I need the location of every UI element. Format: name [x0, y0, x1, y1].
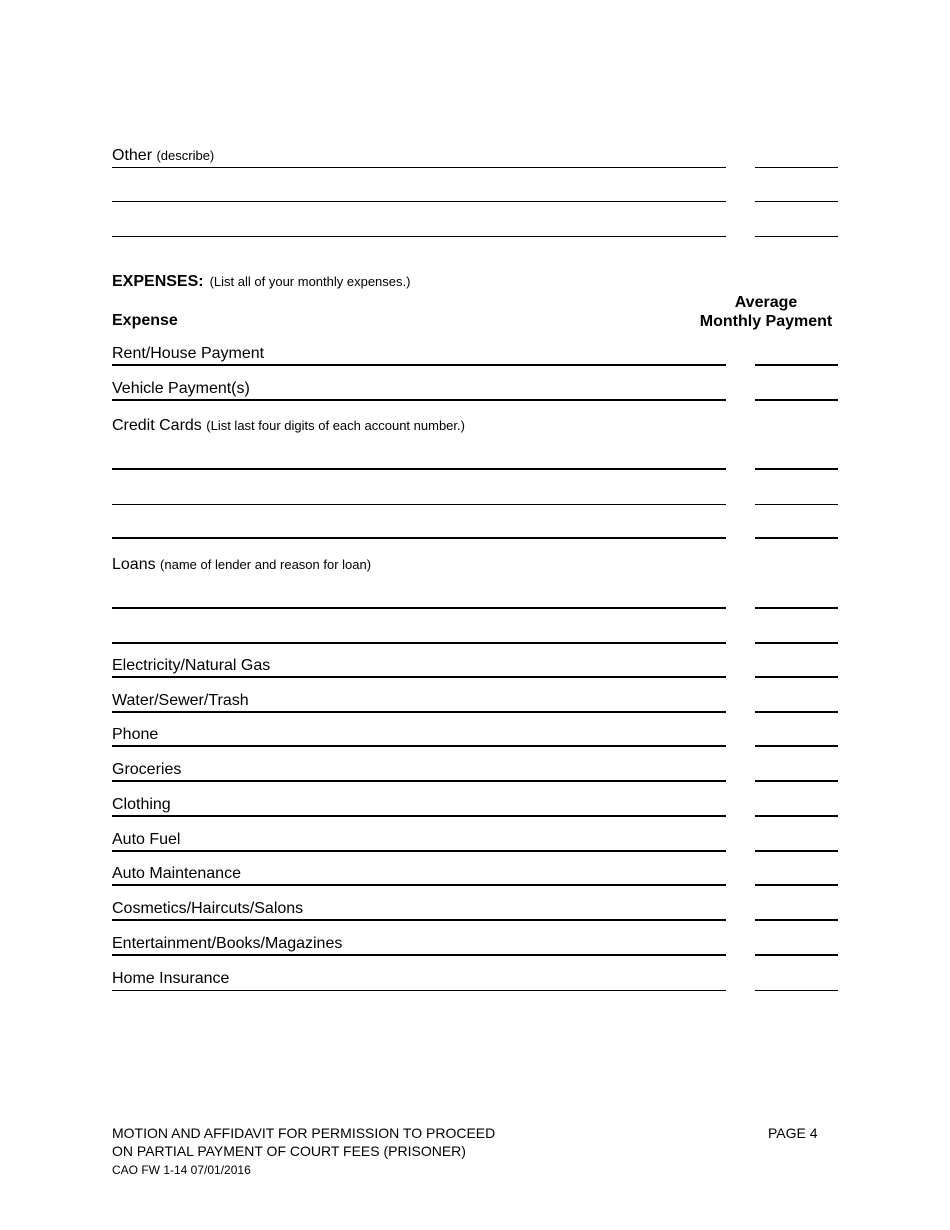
cosmetics-row	[112, 897, 838, 921]
auto-fuel-label: Auto Fuel	[112, 831, 181, 848]
home-insurance-amount-field[interactable]	[755, 990, 838, 991]
other-amount-field-2[interactable]	[755, 201, 838, 202]
rent-field[interactable]	[112, 364, 726, 366]
home-insurance-field[interactable]	[112, 990, 726, 991]
rent-amount-field[interactable]	[755, 364, 838, 366]
credit-card-row-3	[112, 515, 838, 539]
auto-maintenance-row	[112, 862, 838, 886]
cosmetics-label: Cosmetics/Haircuts/Salons	[112, 900, 304, 917]
credit-card-amount-1[interactable]	[755, 468, 838, 470]
home-insurance-label: Home Insurance	[112, 970, 230, 987]
vehicle-label: Vehicle Payment(s)	[112, 380, 250, 397]
phone-row	[112, 723, 838, 747]
vehicle-amount-field[interactable]	[755, 399, 838, 401]
credit-card-field-1[interactable]	[112, 468, 726, 470]
footer-form-title	[112, 1124, 495, 1179]
phone-label: Phone	[112, 726, 159, 743]
rent-label: Rent/House Payment	[112, 345, 265, 362]
loan-field-1[interactable]	[112, 607, 726, 609]
rent-row	[112, 342, 838, 366]
other-label: Other (describe)	[112, 147, 215, 164]
loan-amount-1[interactable]	[755, 607, 838, 609]
cosmetics-field[interactable]	[112, 919, 726, 921]
water-label: Water/Sewer/Trash	[112, 692, 249, 709]
groceries-field[interactable]	[112, 780, 726, 782]
credit-card-amount-2[interactable]	[755, 504, 838, 505]
entertainment-amount-field[interactable]	[755, 954, 838, 956]
other-row-3	[112, 213, 838, 237]
loan-row-2	[112, 620, 838, 644]
electricity-label: Electricity/Natural Gas	[112, 657, 271, 674]
credit-card-field-3[interactable]	[112, 537, 726, 539]
average-monthly-payment-header: Average Monthly Payment	[699, 294, 833, 330]
electricity-field[interactable]	[112, 676, 726, 678]
water-amount-field[interactable]	[755, 711, 838, 713]
auto-maintenance-field[interactable]	[112, 884, 726, 886]
other-description-field-3[interactable]	[112, 236, 726, 237]
phone-field[interactable]	[112, 745, 726, 747]
loans-label: Loans (name of lender and reason for loan)	[112, 556, 372, 573]
auto-maintenance-amount-field[interactable]	[755, 884, 838, 886]
electricity-row	[112, 654, 838, 678]
clothing-amount-field[interactable]	[755, 815, 838, 817]
entertainment-row	[112, 932, 838, 956]
other-row	[112, 144, 838, 168]
credit-card-amount-3[interactable]	[755, 537, 838, 539]
groceries-label: Groceries	[112, 761, 182, 778]
auto-fuel-amount-field[interactable]	[755, 850, 838, 852]
other-row-2	[112, 178, 838, 202]
groceries-row	[112, 758, 838, 782]
auto-maintenance-label: Auto Maintenance	[112, 865, 241, 882]
credit-cards-label: Credit Cards (List last four digits of each account number.)	[112, 417, 465, 434]
clothing-field[interactable]	[112, 815, 726, 817]
auto-fuel-field[interactable]	[112, 850, 726, 852]
phone-amount-field[interactable]	[755, 745, 838, 747]
clothing-label: Clothing	[112, 796, 171, 813]
electricity-amount-field[interactable]	[755, 676, 838, 678]
other-description-field-2[interactable]	[112, 201, 726, 202]
footer-title-line-2: ON PARTIAL PAYMENT OF COURT FEES (PRISONER)	[112, 1143, 466, 1159]
water-row	[112, 689, 838, 713]
clothing-row	[112, 793, 838, 817]
auto-fuel-row	[112, 828, 838, 852]
home-insurance-row	[112, 967, 838, 991]
footer-title-line-1: MOTION AND AFFIDAVIT FOR PERMISSION TO PROCEED	[112, 1125, 496, 1141]
expense-column-header: Expense	[112, 312, 178, 329]
water-field[interactable]	[112, 711, 726, 713]
entertainment-label: Entertainment/Books/Magazines	[112, 935, 343, 952]
credit-card-row-2	[112, 481, 838, 505]
page-number: PAGE 4	[768, 1125, 818, 1141]
other-amount-field-3[interactable]	[755, 236, 838, 237]
other-amount-field[interactable]	[755, 167, 838, 168]
loan-row-1	[112, 585, 838, 609]
entertainment-field[interactable]	[112, 954, 726, 956]
expenses-heading: EXPENSES: (List all of your monthly expenses.)	[112, 273, 411, 290]
vehicle-field[interactable]	[112, 399, 726, 401]
loan-amount-2[interactable]	[755, 642, 838, 644]
cosmetics-amount-field[interactable]	[755, 919, 838, 921]
other-description-field[interactable]	[112, 167, 726, 168]
footer-form-code: CAO FW 1-14 07/01/2016	[112, 1163, 251, 1177]
loan-field-2[interactable]	[112, 642, 726, 644]
vehicle-row	[112, 377, 838, 401]
credit-card-row-1	[112, 446, 838, 470]
groceries-amount-field[interactable]	[755, 780, 838, 782]
credit-card-field-2[interactable]	[112, 504, 726, 505]
